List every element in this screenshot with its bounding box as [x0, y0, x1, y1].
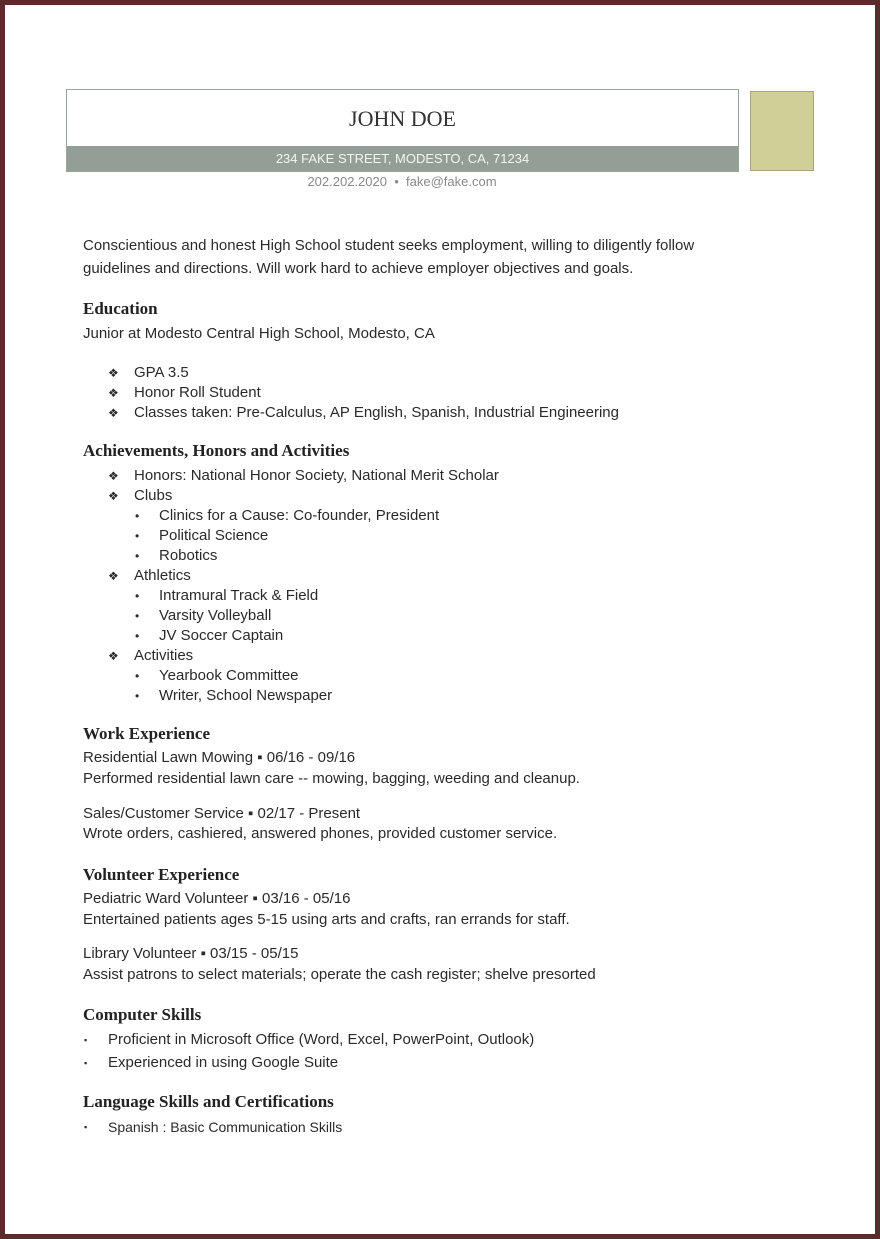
dot-bullet-icon: •: [135, 689, 140, 703]
club-item: Clinics for a Cause: Co-founder, President: [159, 507, 440, 524]
diamond-bullet-icon: ❖: [108, 406, 119, 420]
address-band: 234 FAKE STREET, MODESTO, CA, 71234: [67, 146, 738, 171]
volunteer-description: Entertained patients ages 5-15 using arts and crafts, ran errands for staff.: [83, 911, 570, 928]
separator: •: [394, 174, 399, 189]
education-item: Classes taken: Pre-Calculus, AP English, Spanish, Industrial Engineering: [134, 404, 619, 421]
activities-subitem: Yearbook Committee: [159, 667, 299, 684]
dot-bullet-icon: •: [135, 529, 140, 543]
dot-bullet-icon: •: [135, 509, 140, 523]
diamond-bullet-icon: ❖: [108, 469, 119, 483]
phone: 202.202.2020: [307, 174, 387, 189]
email: fake@fake.com: [406, 174, 497, 189]
volunteer-heading: Volunteer Experience: [83, 865, 240, 884]
dot-bullet-icon: •: [135, 629, 140, 643]
dot-bullet-icon: •: [135, 609, 140, 623]
header-box: [66, 89, 739, 172]
job-description: Performed residential lawn care -- mowing, bagging, weeding and cleanup.: [83, 770, 580, 787]
athletics-subitem: Varsity Volleyball: [159, 607, 272, 624]
computer-skills-heading: Computer Skills: [83, 1005, 202, 1024]
activities-subitem: Writer, School Newspaper: [159, 687, 333, 704]
volunteer-description: Assist patrons to select materials; operate the cash register; shelve presorted: [83, 966, 596, 983]
summary-line: Conscientious and honest High School student seeks employment, willing to diligently follow: [83, 237, 695, 254]
club-item: Political Science: [159, 527, 269, 544]
work-heading: Work Experience: [83, 724, 211, 743]
language-heading: Language Skills and Certifications: [83, 1092, 334, 1111]
job-title: Sales/Customer Service ▪ 02/17 - Present: [83, 805, 361, 822]
diamond-bullet-icon: ❖: [108, 649, 119, 663]
athletics-item: Athletics: [134, 567, 191, 584]
diamond-bullet-icon: ❖: [108, 489, 119, 503]
achievements-heading: Achievements, Honors and Activities: [83, 441, 350, 460]
school-line: Junior at Modesto Central High School, Modesto, CA: [83, 325, 435, 342]
square-bullet-icon: ▪: [84, 1122, 88, 1132]
dot-bullet-icon: •: [135, 549, 140, 563]
language-skill: Spanish : Basic Communication Skills: [108, 1119, 343, 1135]
clubs-item: Clubs: [134, 487, 173, 504]
summary-line: guidelines and directions. Will work hard to achieve employer objectives and goals.: [83, 260, 634, 277]
diamond-bullet-icon: ❖: [108, 569, 119, 583]
dot-bullet-icon: •: [135, 589, 140, 603]
job-title: Residential Lawn Mowing ▪ 06/16 - 09/16: [83, 749, 356, 766]
activities-item: Activities: [134, 647, 194, 664]
contact-line: [0, 174, 804, 189]
computer-skill: Proficient in Microsoft Office (Word, Excel, PowerPoint, Outlook): [108, 1031, 535, 1048]
square-bullet-icon: ▪: [84, 1035, 88, 1045]
volunteer-title: Library Volunteer ▪ 03/15 - 05/15: [83, 945, 299, 962]
athletics-subitem: Intramural Track & Field: [159, 587, 319, 604]
volunteer-title: Pediatric Ward Volunteer ▪ 03/16 - 05/16: [83, 890, 351, 907]
computer-skill: Experienced in using Google Suite: [108, 1054, 339, 1071]
diamond-bullet-icon: ❖: [108, 386, 119, 400]
job-description: Wrote orders, cashiered, answered phones, provided customer service.: [83, 825, 558, 842]
dot-bullet-icon: •: [135, 669, 140, 683]
athletics-subitem: JV Soccer Captain: [159, 627, 284, 644]
education-heading: Education: [83, 299, 158, 318]
accent-swatch: [750, 91, 814, 171]
diamond-bullet-icon: ❖: [108, 366, 119, 380]
club-item: Robotics: [159, 547, 218, 564]
education-item: Honor Roll Student: [134, 384, 261, 401]
honors-item: Honors: National Honor Society, National Merit Scholar: [134, 467, 499, 484]
name-heading: JOHN DOE: [349, 106, 456, 131]
education-item: GPA 3.5: [134, 364, 189, 381]
square-bullet-icon: ▪: [84, 1058, 88, 1068]
